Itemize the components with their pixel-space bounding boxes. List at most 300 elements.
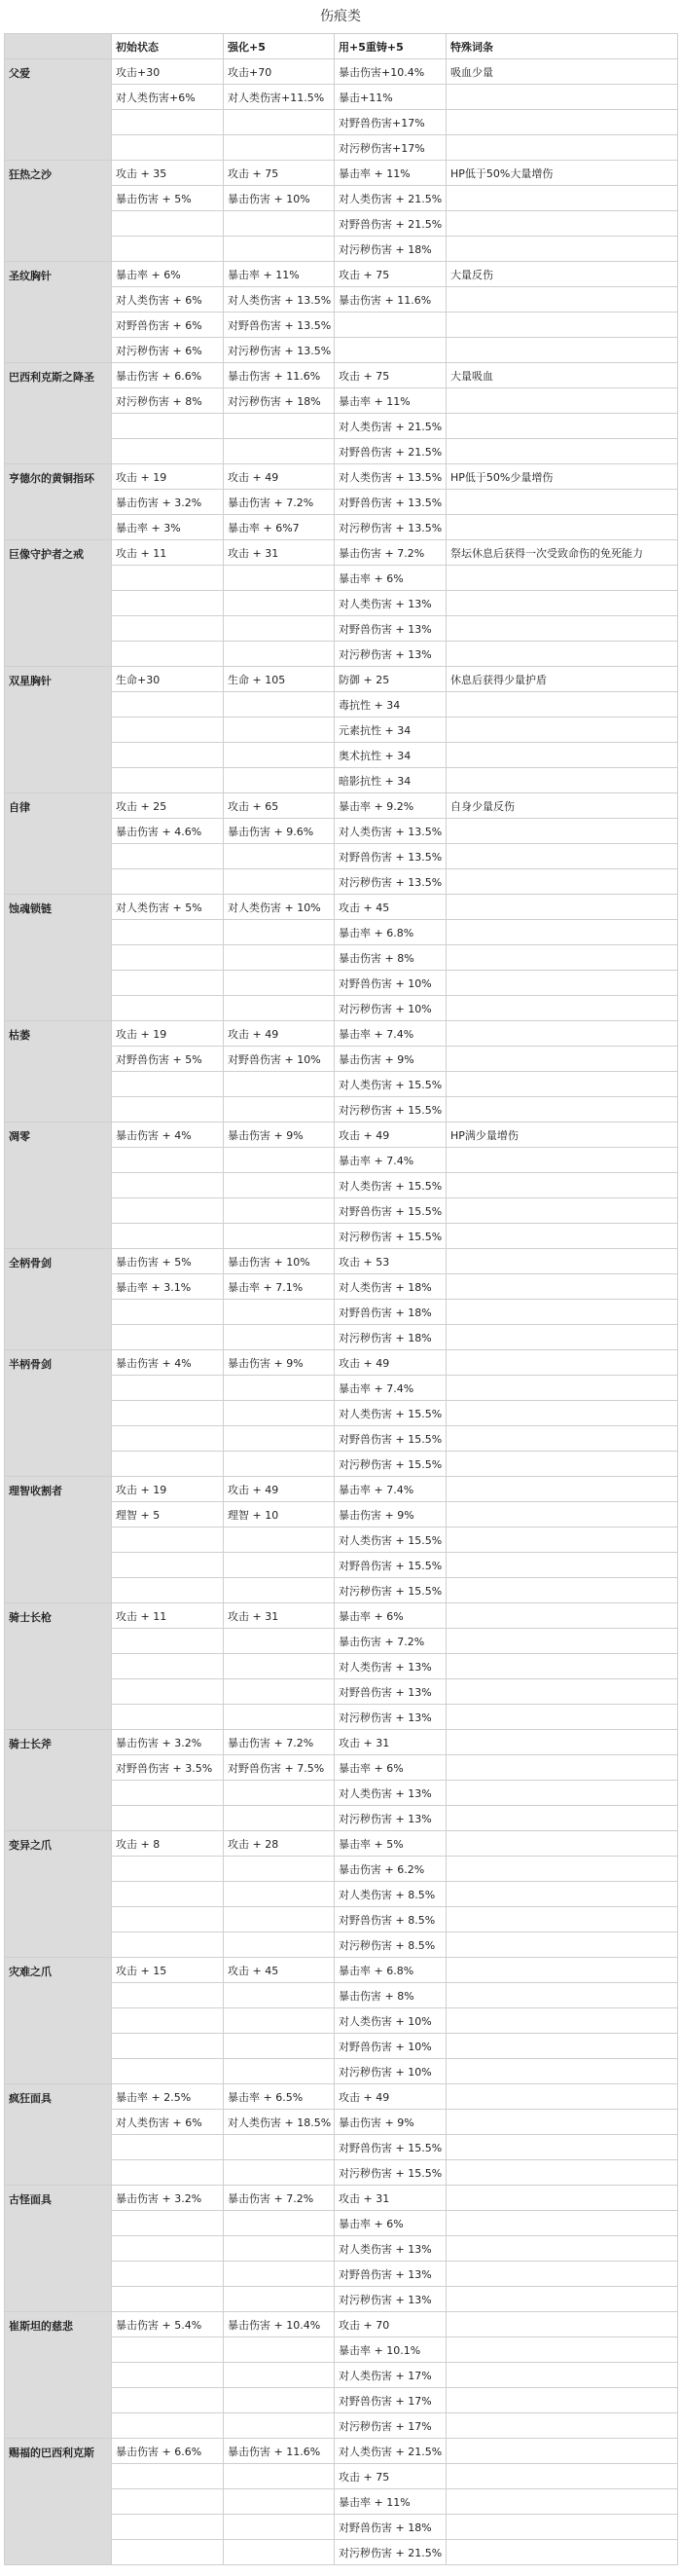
special-trait-cell [447,1806,678,1831]
special-trait-cell [447,2236,678,2262]
trophy-stat-cell: 对污秽伤害 + 13% [335,642,447,667]
special-trait-cell [447,1249,678,1274]
table-row [5,2439,678,2464]
table-row [5,161,678,186]
plus5-stat-cell [224,237,335,262]
initial-stat-cell: 暴击率 + 3% [112,515,224,540]
plus5-stat-cell [224,1629,335,1654]
special-trait-cell [447,2287,678,2312]
special-trait-cell: 大量吸血 [447,363,678,388]
trophy-stat-cell: 对人类伤害 + 13.5% [335,819,447,844]
item-name: 巨像守护者之戒 [5,540,112,667]
plus5-stat-cell: 理智 + 10 [224,1502,335,1527]
plus5-stat-cell: 暴击率 + 7.1% [224,1274,335,1300]
plus5-stat-cell [224,971,335,996]
table-row [5,1730,678,1755]
trophy-stat-cell [335,313,447,338]
special-trait-cell [447,1224,678,1249]
plus5-stat-cell [224,591,335,616]
plus5-stat-cell [224,2540,335,2565]
trophy-stat-cell: 对野兽伤害 + 21.5% [335,439,447,464]
plus5-stat-cell: 对野兽伤害 + 10% [224,1047,335,1072]
trophy-stat-cell: 毒抗性 + 34 [335,692,447,718]
plus5-stat-cell [224,2287,335,2312]
trophy-stat-cell: 对野兽伤害 + 13.5% [335,490,447,515]
plus5-stat-cell: 对野兽伤害 + 7.5% [224,1755,335,1781]
plus5-stat-cell: 攻击 + 31 [224,1603,335,1629]
plus5-stat-cell [224,1325,335,1350]
trophy-stat-cell: 暴击伤害 + 8% [335,945,447,971]
special-trait-cell [447,1426,678,1452]
trophy-stat-cell: 暴击伤害 + 9% [335,1047,447,1072]
plus5-stat-cell: 暴击率 + 11% [224,262,335,287]
header-initial: 初始状态 [112,34,224,59]
special-trait-cell [447,1300,678,1325]
trophy-stat-cell: 对污秽伤害+17% [335,135,447,161]
header-special: 特殊词条 [447,34,678,59]
initial-stat-cell: 对野兽伤害 + 3.5% [112,1755,224,1781]
special-trait-cell [447,642,678,667]
plus5-stat-cell [224,1553,335,1578]
initial-stat-cell [112,2211,224,2236]
special-trait-cell [447,439,678,464]
trophy-stat-cell: 攻击 + 70 [335,2312,447,2337]
special-trait-cell [447,2160,678,2186]
initial-stat-cell [112,1300,224,1325]
initial-stat-cell: 攻击 + 19 [112,1477,224,1502]
initial-stat-cell: 暴击伤害 + 3.2% [112,2186,224,2211]
special-trait-cell [447,971,678,996]
special-trait-cell [447,1401,678,1426]
table-row [5,262,678,287]
plus5-stat-cell [224,2034,335,2059]
item-name: 崔斯坦的慈悲 [5,2312,112,2439]
plus5-stat-cell [224,996,335,1021]
plus5-stat-cell [224,2489,335,2515]
initial-stat-cell [112,1654,224,1679]
initial-stat-cell: 对人类伤害 + 5% [112,895,224,920]
plus5-stat-cell: 攻击 + 75 [224,161,335,186]
plus5-stat-cell [224,1198,335,1224]
initial-stat-cell [112,971,224,996]
header-plus5: 强化+5 [224,34,335,59]
trophy-stat-cell: 对人类伤害 + 13% [335,1781,447,1806]
item-name: 蚀魂锁链 [5,895,112,1021]
plus5-stat-cell [224,1654,335,1679]
plus5-stat-cell [224,642,335,667]
item-name: 骑士长枪 [5,1603,112,1730]
trophy-stat-cell: 对污秽伤害 + 15.5% [335,2160,447,2186]
special-trait-cell [447,1376,678,1401]
initial-stat-cell [112,439,224,464]
special-trait-cell [447,1047,678,1072]
trophy-stat-cell: 攻击 + 49 [335,2084,447,2110]
initial-stat-cell: 对野兽伤害 + 5% [112,1047,224,1072]
initial-stat-cell [112,1983,224,2008]
trophy-stat-cell: 暴击率 + 11% [335,161,447,186]
plus5-stat-cell [224,692,335,718]
trophy-stat-cell: 暴击率 + 7.4% [335,1021,447,1047]
trophy-stat-cell: 对野兽伤害 + 13% [335,616,447,642]
plus5-stat-cell [224,2236,335,2262]
plus5-stat-cell: 对野兽伤害 + 13.5% [224,313,335,338]
initial-stat-cell [112,2008,224,2034]
trophy-stat-cell: 攻击 + 49 [335,1350,447,1376]
special-trait-cell [447,1781,678,1806]
trophy-stat-cell: 攻击 + 45 [335,895,447,920]
plus5-stat-cell: 暴击伤害 + 11.6% [224,2439,335,2464]
special-trait-cell [447,768,678,793]
trophy-stat-cell: 对野兽伤害 + 18% [335,2515,447,2540]
table-row [5,1122,678,1148]
trophy-stat-cell: 对污秽伤害 + 17% [335,2413,447,2439]
plus5-stat-cell [224,869,335,895]
initial-stat-cell [112,237,224,262]
initial-stat-cell: 暴击伤害 + 4% [112,1350,224,1376]
special-trait-cell: 大量反伤 [447,262,678,287]
trophy-stat-cell: 对人类伤害 + 21.5% [335,414,447,439]
special-trait-cell [447,2489,678,2515]
trophy-stat-cell: 暴击率 + 6% [335,566,447,591]
initial-stat-cell: 暴击伤害 + 5% [112,1249,224,1274]
table-row [5,363,678,388]
initial-stat-cell [112,2262,224,2287]
special-trait-cell [447,338,678,363]
initial-stat-cell [112,1705,224,1730]
plus5-stat-cell [224,920,335,945]
header-trophy-plus5: 用+5重铸+5 [335,34,447,59]
special-trait-cell: 祭坛休息后获得一次受致命伤的免死能力 [447,540,678,566]
special-trait-cell [447,1502,678,1527]
initial-stat-cell [112,1426,224,1452]
table-row [5,540,678,566]
special-trait-cell [447,1983,678,2008]
item-name: 半柄骨剑 [5,1350,112,1477]
special-trait-cell [447,414,678,439]
initial-stat-cell [112,591,224,616]
initial-stat-cell [112,869,224,895]
item-name: 亨德尔的黄铜指环 [5,464,112,540]
initial-stat-cell: 暴击伤害 + 3.2% [112,490,224,515]
initial-stat-cell [112,2135,224,2160]
trophy-stat-cell: 对人类伤害 + 13% [335,2236,447,2262]
table-row [5,1477,678,1502]
special-trait-cell [447,85,678,110]
initial-stat-cell [112,414,224,439]
special-trait-cell [447,1730,678,1755]
special-trait-cell: HP低于50%大量增伤 [447,161,678,186]
trophy-stat-cell: 暴击伤害 + 8% [335,1983,447,2008]
trophy-stat-cell: 暴击率 + 10.1% [335,2337,447,2363]
trophy-stat-cell: 暴击率 + 6% [335,1603,447,1629]
trophy-stat-cell: 对污秽伤害 + 18% [335,237,447,262]
item-name: 变异之爪 [5,1831,112,1958]
trophy-stat-cell: 对人类伤害 + 10% [335,2008,447,2034]
special-trait-cell [447,945,678,971]
special-trait-cell [447,819,678,844]
trophy-stat-cell: 对污秽伤害 + 10% [335,2059,447,2084]
trophy-stat-cell: 对污秽伤害 + 13.5% [335,869,447,895]
plus5-stat-cell [224,1882,335,1907]
plus5-stat-cell: 对人类伤害 + 13.5% [224,287,335,313]
initial-stat-cell [112,1857,224,1882]
trophy-stat-cell: 攻击 + 49 [335,1122,447,1148]
initial-stat-cell: 暴击伤害 + 5% [112,186,224,211]
special-trait-cell [447,2337,678,2363]
plus5-stat-cell: 暴击伤害 + 10.4% [224,2312,335,2337]
special-trait-cell: HP低于50%少量增伤 [447,464,678,490]
initial-stat-cell: 攻击 + 19 [112,464,224,490]
initial-stat-cell: 攻击 + 11 [112,1603,224,1629]
initial-stat-cell [112,2464,224,2489]
trophy-stat-cell: 对污秽伤害 + 18% [335,1325,447,1350]
initial-stat-cell [112,768,224,793]
plus5-stat-cell [224,1148,335,1173]
initial-stat-cell [112,945,224,971]
item-name: 双星胸针 [5,667,112,793]
plus5-stat-cell [224,1300,335,1325]
table-row [5,1831,678,1857]
initial-stat-cell [112,1224,224,1249]
initial-stat-cell: 对污秽伤害 + 8% [112,388,224,414]
plus5-stat-cell [224,1932,335,1958]
special-trait-cell [447,1198,678,1224]
item-name: 理智收割者 [5,1477,112,1603]
special-trait-cell [447,1958,678,1983]
special-trait-cell [447,895,678,920]
special-trait-cell [447,2059,678,2084]
trophy-stat-cell: 对野兽伤害 + 15.5% [335,1553,447,1578]
plus5-stat-cell: 暴击率 + 6%7 [224,515,335,540]
plus5-stat-cell [224,743,335,768]
plus5-stat-cell: 生命 + 105 [224,667,335,692]
plus5-stat-cell: 攻击 + 49 [224,1477,335,1502]
trophy-stat-cell: 对野兽伤害+17% [335,110,447,135]
trophy-stat-cell: 对污秽伤害 + 15.5% [335,1578,447,1603]
special-trait-cell [447,2413,678,2439]
trophy-stat-cell: 对污秽伤害 + 21.5% [335,2540,447,2565]
initial-stat-cell: 暴击伤害 + 4.6% [112,819,224,844]
special-trait-cell [447,718,678,743]
plus5-stat-cell: 暴击伤害 + 10% [224,186,335,211]
special-trait-cell [447,996,678,1021]
damage-table [4,33,678,2565]
initial-stat-cell [112,1401,224,1426]
initial-stat-cell [112,2363,224,2388]
trophy-stat-cell [335,338,447,363]
plus5-stat-cell [224,566,335,591]
trophy-stat-cell: 对人类伤害 + 8.5% [335,1882,447,1907]
special-trait-cell [447,1603,678,1629]
initial-stat-cell: 理智 + 5 [112,1502,224,1527]
plus5-stat-cell [224,2008,335,2034]
special-trait-cell [447,743,678,768]
initial-stat-cell [112,2515,224,2540]
plus5-stat-cell [224,211,335,237]
trophy-stat-cell: 对污秽伤害 + 15.5% [335,1452,447,1477]
plus5-stat-cell: 攻击 + 49 [224,1021,335,1047]
trophy-stat-cell: 对人类伤害 + 18% [335,1274,447,1300]
item-name: 巴西利克斯之降圣 [5,363,112,464]
special-trait-cell [447,2084,678,2110]
special-trait-cell [447,2008,678,2034]
special-trait-cell [447,1932,678,1958]
item-name: 骑士长斧 [5,1730,112,1831]
plus5-stat-cell [224,718,335,743]
plus5-stat-cell: 攻击 + 45 [224,1958,335,1983]
trophy-stat-cell: 暴击伤害 + 7.2% [335,1629,447,1654]
trophy-stat-cell: 攻击 + 75 [335,363,447,388]
plus5-stat-cell: 暴击伤害 + 10% [224,1249,335,1274]
special-trait-cell [447,1325,678,1350]
trophy-stat-cell: 对污秽伤害 + 10% [335,996,447,1021]
plus5-stat-cell: 暴击伤害 + 7.2% [224,490,335,515]
special-trait-cell [447,1705,678,1730]
item-name: 父爱 [5,59,112,161]
initial-stat-cell: 暴击伤害 + 3.2% [112,1730,224,1755]
item-name: 圣纹胸针 [5,262,112,363]
initial-stat-cell [112,566,224,591]
initial-stat-cell [112,2489,224,2515]
special-trait-cell [447,490,678,515]
trophy-stat-cell: 暴击伤害 + 6.2% [335,1857,447,1882]
trophy-stat-cell: 奥术抗性 + 34 [335,743,447,768]
item-name: 灾难之爪 [5,1958,112,2084]
initial-stat-cell [112,1882,224,1907]
plus5-stat-cell [224,2262,335,2287]
plus5-stat-cell: 攻击 + 65 [224,793,335,819]
trophy-stat-cell: 暴击率 + 7.4% [335,1376,447,1401]
plus5-stat-cell: 攻击 + 49 [224,464,335,490]
special-trait-cell [447,1274,678,1300]
initial-stat-cell [112,135,224,161]
trophy-stat-cell: 对野兽伤害 + 10% [335,971,447,996]
table-row [5,895,678,920]
special-trait-cell: 自身少量反伤 [447,793,678,819]
initial-stat-cell [112,1376,224,1401]
trophy-stat-cell: 对污秽伤害 + 15.5% [335,1097,447,1122]
plus5-stat-cell [224,768,335,793]
trophy-stat-cell: 对人类伤害 + 21.5% [335,2439,447,2464]
special-trait-cell [447,237,678,262]
plus5-stat-cell [224,135,335,161]
plus5-stat-cell: 对污秽伤害 + 18% [224,388,335,414]
special-trait-cell [447,2439,678,2464]
initial-stat-cell [112,2540,224,2565]
table-row [5,2084,678,2110]
initial-stat-cell: 攻击 + 19 [112,1021,224,1047]
plus5-stat-cell [224,2059,335,2084]
plus5-stat-cell [224,1679,335,1705]
initial-stat-cell [112,718,224,743]
plus5-stat-cell [224,1401,335,1426]
special-trait-cell [447,1173,678,1198]
special-trait-cell [447,2262,678,2287]
plus5-stat-cell [224,945,335,971]
initial-stat-cell: 暴击率 + 3.1% [112,1274,224,1300]
initial-stat-cell [112,2388,224,2413]
initial-stat-cell [112,1148,224,1173]
initial-stat-cell [112,1578,224,1603]
initial-stat-cell: 攻击 + 11 [112,540,224,566]
special-trait-cell [447,515,678,540]
trophy-stat-cell: 对人类伤害 + 15.5% [335,1401,447,1426]
initial-stat-cell: 攻击 + 15 [112,1958,224,1983]
initial-stat-cell [112,844,224,869]
trophy-stat-cell: 对野兽伤害 + 15.5% [335,2135,447,2160]
special-trait-cell [447,1097,678,1122]
plus5-stat-cell [224,2464,335,2489]
initial-stat-cell: 攻击+30 [112,59,224,85]
initial-stat-cell: 暴击伤害 + 6.6% [112,363,224,388]
trophy-stat-cell: 暴击率 + 6.8% [335,1958,447,1983]
special-trait-cell [447,1857,678,1882]
plus5-stat-cell [224,1578,335,1603]
plus5-stat-cell [224,2160,335,2186]
initial-stat-cell [112,642,224,667]
trophy-stat-cell: 攻击 + 75 [335,2464,447,2489]
plus5-stat-cell: 对污秽伤害 + 13.5% [224,338,335,363]
special-trait-cell [447,2515,678,2540]
special-trait-cell [447,1527,678,1553]
special-trait-cell [447,2363,678,2388]
plus5-stat-cell [224,1527,335,1553]
special-trait-cell [447,566,678,591]
item-name: 古怪面具 [5,2186,112,2312]
trophy-stat-cell: 防御 + 25 [335,667,447,692]
initial-stat-cell [112,2160,224,2186]
initial-stat-cell: 生命+30 [112,667,224,692]
special-trait-cell [447,211,678,237]
item-name: 凋零 [5,1122,112,1249]
page-title: 伤痕类 [320,9,361,24]
trophy-stat-cell: 暴击率 + 11% [335,388,447,414]
item-name: 自律 [5,793,112,895]
plus5-stat-cell [224,1376,335,1401]
special-trait-cell [447,1679,678,1705]
initial-stat-cell [112,1781,224,1806]
plus5-stat-cell: 对人类伤害+11.5% [224,85,335,110]
trophy-stat-cell: 攻击 + 75 [335,262,447,287]
trophy-stat-cell: 对人类伤害 + 13% [335,591,447,616]
special-trait-cell [447,135,678,161]
trophy-stat-cell: 对野兽伤害 + 15.5% [335,1426,447,1452]
special-trait-cell [447,2110,678,2135]
plus5-stat-cell [224,414,335,439]
initial-stat-cell: 攻击 + 35 [112,161,224,186]
trophy-stat-cell: 暴击伤害 + 7.2% [335,540,447,566]
trophy-stat-cell: 暴击+11% [335,85,447,110]
trophy-stat-cell: 对野兽伤害 + 18% [335,1300,447,1325]
plus5-stat-cell [224,1452,335,1477]
initial-stat-cell [112,996,224,1021]
plus5-stat-cell [224,1806,335,1831]
plus5-stat-cell [224,616,335,642]
trophy-stat-cell: 对人类伤害 + 15.5% [335,1527,447,1553]
trophy-stat-cell: 暴击伤害 + 11.6% [335,287,447,313]
special-trait-cell [447,2464,678,2489]
trophy-stat-cell: 对野兽伤害 + 21.5% [335,211,447,237]
initial-stat-cell [112,1452,224,1477]
special-trait-cell [447,920,678,945]
plus5-stat-cell [224,1705,335,1730]
plus5-stat-cell: 对人类伤害 + 18.5% [224,2110,335,2135]
special-trait-cell [447,1907,678,1932]
table-row [5,1958,678,1983]
plus5-stat-cell: 暴击率 + 6.5% [224,2084,335,2110]
trophy-stat-cell: 攻击 + 31 [335,1730,447,1755]
trophy-stat-cell: 暴击伤害 + 9% [335,1502,447,1527]
